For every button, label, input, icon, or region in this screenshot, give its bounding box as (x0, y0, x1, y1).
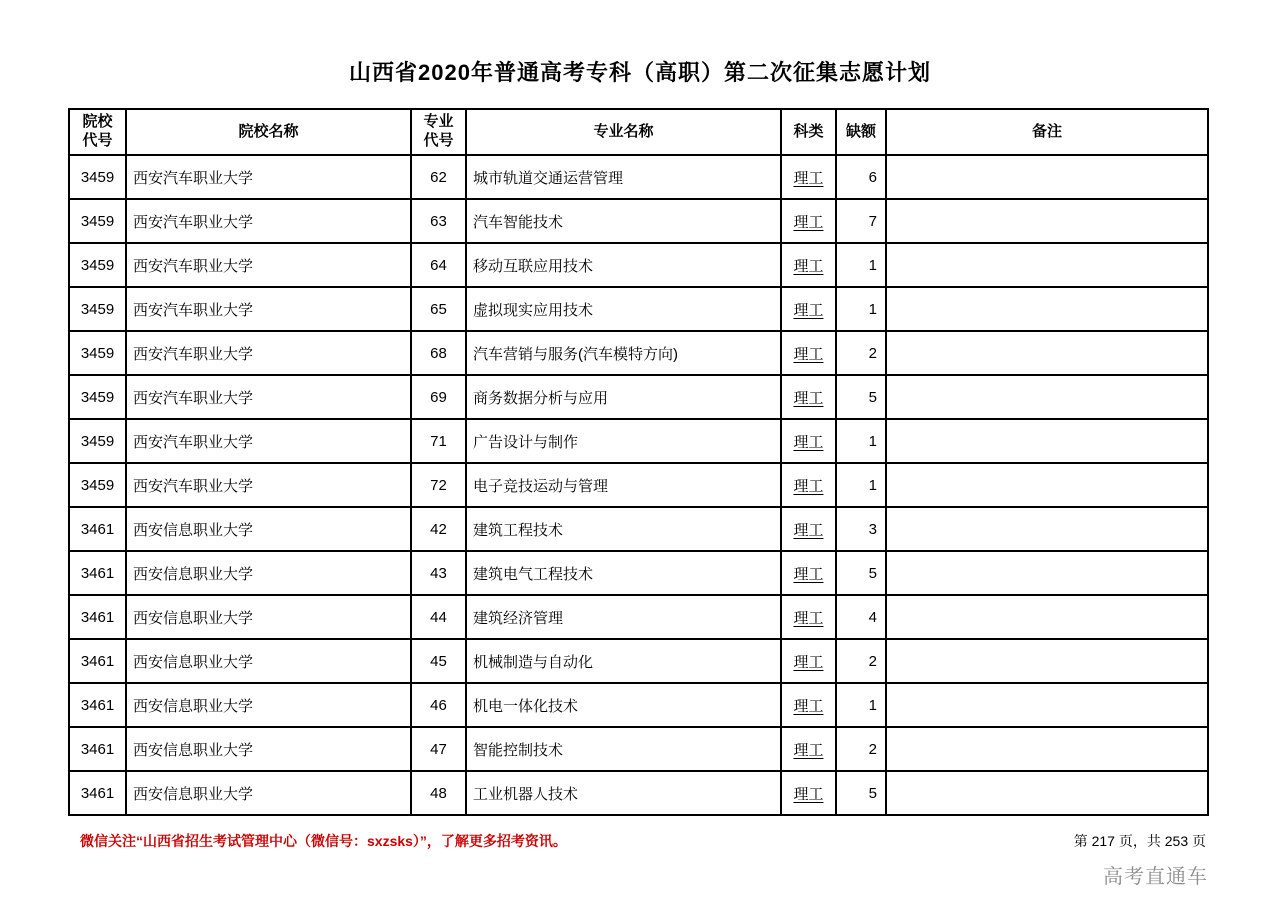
cell-college-code: 3459 (69, 287, 126, 331)
table-row (69, 507, 1208, 551)
cell-category (781, 419, 836, 463)
cell-vacancy: 5 (836, 375, 886, 419)
cell-major-code: 64 (411, 243, 466, 287)
category-value: 理工 (793, 697, 824, 715)
cell-category (781, 595, 836, 639)
category-value: 理工 (793, 301, 824, 319)
table-row (69, 463, 1208, 507)
cell-vacancy: 4 (836, 595, 886, 639)
cell-remark (886, 639, 1208, 683)
wechat-notice: 微信关注“山西省招生考试管理中心（微信号：sxzsks）”，了解更多招考资讯。 (80, 833, 567, 849)
cell-college-name: 西安信息职业大学 (126, 595, 411, 639)
table-row (69, 639, 1208, 683)
cell-vacancy: 6 (836, 155, 886, 199)
cell-category (781, 551, 836, 595)
cell-college-code: 3459 (69, 375, 126, 419)
table-row (69, 595, 1208, 639)
cell-remark (886, 199, 1208, 243)
cell-vacancy: 1 (836, 463, 886, 507)
category-value: 理工 (793, 609, 824, 627)
cell-major-name: 建筑电气工程技术 (466, 551, 781, 595)
cell-major-name: 城市轨道交通运营管理 (466, 155, 781, 199)
table-row (69, 199, 1208, 243)
cell-major-name: 汽车营销与服务(汽车模特方向) (466, 331, 781, 375)
cell-major-code: 47 (411, 727, 466, 771)
cell-major-name: 移动互联应用技术 (466, 243, 781, 287)
cell-category (781, 375, 836, 419)
cell-major-code: 44 (411, 595, 466, 639)
cell-remark (886, 507, 1208, 551)
cell-category (781, 683, 836, 727)
cell-category (781, 155, 836, 199)
cell-vacancy: 5 (836, 551, 886, 595)
cell-major-code: 42 (411, 507, 466, 551)
cell-college-name: 西安汽车职业大学 (126, 375, 411, 419)
cell-category (781, 771, 836, 815)
col-header-category: 科类 (781, 109, 836, 155)
plan-table (68, 108, 1209, 816)
col-header-college-name: 院校名称 (126, 109, 411, 155)
cell-major-code: 68 (411, 331, 466, 375)
cell-remark (886, 419, 1208, 463)
cell-college-name: 西安信息职业大学 (126, 507, 411, 551)
cell-college-code: 3459 (69, 463, 126, 507)
cell-category (781, 243, 836, 287)
cell-category (781, 507, 836, 551)
cell-college-name: 西安汽车职业大学 (126, 463, 411, 507)
cell-major-name: 广告设计与制作 (466, 419, 781, 463)
cell-category (781, 331, 836, 375)
cell-category (781, 287, 836, 331)
category-value: 理工 (793, 477, 824, 495)
cell-major-code: 65 (411, 287, 466, 331)
cell-major-name: 虚拟现实应用技术 (466, 287, 781, 331)
cell-vacancy: 2 (836, 331, 886, 375)
cell-college-name: 西安信息职业大学 (126, 771, 411, 815)
cell-remark (886, 243, 1208, 287)
table-row (69, 551, 1208, 595)
table-row (69, 243, 1208, 287)
category-value: 理工 (793, 653, 824, 671)
col-header-vacancy: 缺额 (836, 109, 886, 155)
cell-college-name: 西安汽车职业大学 (126, 287, 411, 331)
cell-remark (886, 771, 1208, 815)
table-header-row (69, 109, 1208, 155)
cell-college-code: 3459 (69, 419, 126, 463)
cell-college-code: 3461 (69, 683, 126, 727)
cell-remark (886, 595, 1208, 639)
table-row (69, 771, 1208, 815)
cell-major-name: 机电一体化技术 (466, 683, 781, 727)
cell-remark (886, 375, 1208, 419)
cell-major-code: 72 (411, 463, 466, 507)
cell-major-code: 43 (411, 551, 466, 595)
table-row (69, 287, 1208, 331)
page-number: 第 217 页，共 253 页 (1073, 833, 1206, 849)
cell-college-name: 西安汽车职业大学 (126, 155, 411, 199)
cell-college-name: 西安汽车职业大学 (126, 243, 411, 287)
table-row (69, 683, 1208, 727)
cell-college-code: 3461 (69, 639, 126, 683)
cell-major-name: 商务数据分析与应用 (466, 375, 781, 419)
cell-college-name: 西安汽车职业大学 (126, 419, 411, 463)
cell-college-name: 西安汽车职业大学 (126, 199, 411, 243)
cell-vacancy: 2 (836, 639, 886, 683)
category-value: 理工 (793, 389, 824, 407)
cell-major-code: 45 (411, 639, 466, 683)
col-header-college-code: 院校 代号 (69, 109, 126, 155)
cell-college-name: 西安汽车职业大学 (126, 331, 411, 375)
cell-college-code: 3459 (69, 243, 126, 287)
cell-category (781, 199, 836, 243)
table-row (69, 155, 1208, 199)
cell-remark (886, 463, 1208, 507)
col-header-major-name: 专业名称 (466, 109, 781, 155)
cell-vacancy: 1 (836, 243, 886, 287)
category-value: 理工 (793, 521, 824, 539)
cell-remark (886, 155, 1208, 199)
watermark-brand: 高考直通车 (1103, 866, 1208, 888)
cell-major-code: 46 (411, 683, 466, 727)
cell-college-code: 3459 (69, 331, 126, 375)
category-value: 理工 (793, 565, 824, 583)
cell-major-name: 工业机器人技术 (466, 771, 781, 815)
cell-category (781, 639, 836, 683)
cell-vacancy: 3 (836, 507, 886, 551)
cell-vacancy: 7 (836, 199, 886, 243)
category-value: 理工 (793, 213, 824, 231)
page-title: 山西省2020年普通高考专科（高职）第二次征集志愿计划 (349, 60, 931, 85)
cell-college-code: 3461 (69, 727, 126, 771)
cell-college-code: 3461 (69, 771, 126, 815)
cell-major-name: 建筑经济管理 (466, 595, 781, 639)
cell-college-name: 西安信息职业大学 (126, 727, 411, 771)
table-row (69, 419, 1208, 463)
cell-college-code: 3461 (69, 595, 126, 639)
cell-remark (886, 683, 1208, 727)
cell-vacancy: 2 (836, 727, 886, 771)
cell-college-name: 西安信息职业大学 (126, 639, 411, 683)
table-row (69, 727, 1208, 771)
cell-college-name: 西安信息职业大学 (126, 551, 411, 595)
cell-category (781, 463, 836, 507)
category-value: 理工 (793, 741, 824, 759)
category-value: 理工 (793, 785, 824, 803)
col-header-remark: 备注 (886, 109, 1208, 155)
cell-major-code: 69 (411, 375, 466, 419)
category-value: 理工 (793, 433, 824, 451)
cell-college-code: 3459 (69, 155, 126, 199)
cell-remark (886, 331, 1208, 375)
col-header-major-code: 专业 代号 (411, 109, 466, 155)
cell-major-name: 汽车智能技术 (466, 199, 781, 243)
cell-major-code: 48 (411, 771, 466, 815)
cell-college-name: 西安信息职业大学 (126, 683, 411, 727)
category-value: 理工 (793, 345, 824, 363)
cell-remark (886, 727, 1208, 771)
cell-vacancy: 1 (836, 287, 886, 331)
cell-college-code: 3459 (69, 199, 126, 243)
cell-major-code: 63 (411, 199, 466, 243)
category-value: 理工 (793, 257, 824, 275)
cell-vacancy: 1 (836, 683, 886, 727)
cell-major-code: 71 (411, 419, 466, 463)
cell-college-code: 3461 (69, 507, 126, 551)
cell-remark (886, 287, 1208, 331)
table-row (69, 331, 1208, 375)
cell-college-code: 3461 (69, 551, 126, 595)
cell-major-name: 建筑工程技术 (466, 507, 781, 551)
table-body (69, 155, 1208, 815)
cell-major-name: 智能控制技术 (466, 727, 781, 771)
category-value: 理工 (793, 169, 824, 187)
cell-remark (886, 551, 1208, 595)
cell-major-name: 机械制造与自动化 (466, 639, 781, 683)
cell-major-code: 62 (411, 155, 466, 199)
cell-vacancy: 5 (836, 771, 886, 815)
table-row (69, 375, 1208, 419)
cell-major-name: 电子竞技运动与管理 (466, 463, 781, 507)
cell-category (781, 727, 836, 771)
cell-vacancy: 1 (836, 419, 886, 463)
